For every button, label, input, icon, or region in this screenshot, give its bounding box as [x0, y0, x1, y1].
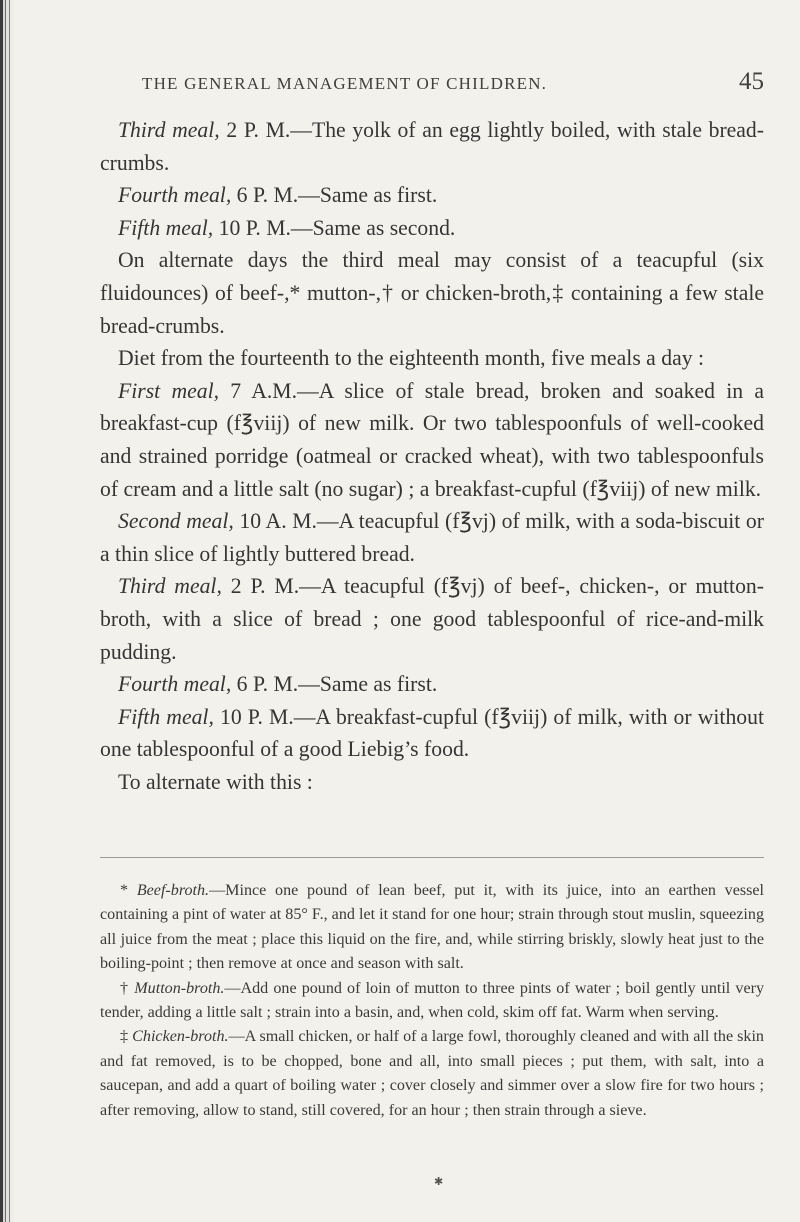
meal-label: First meal, — [118, 378, 220, 403]
running-title: THE GENERAL MANAGEMENT OF CHILDREN. — [142, 74, 548, 93]
paragraph-diet-heading: Diet from the fourteenth to the eighteenth month, five meals a day : — [118, 346, 704, 371]
footnotes — [100, 879, 764, 1123]
footnote-label: Beef-broth. — [136, 882, 210, 899]
paragraph-fourth-meal-2: Fourth meal, 6 P. M.—Same as first. — [118, 672, 438, 697]
footnote-mutton-broth: † Mutton-broth.—Add one pound of loin of mutton to three pints of water ; boil gently until very tender, adding a little salt ; strain into a basin, and, when cold, skim off fat. Warm when serving. — [100, 979, 764, 1022]
ink-speck: ✱ — [434, 1176, 444, 1188]
body-text — [100, 114, 764, 798]
paragraph-fifth-meal: Fifth meal, 10 P. M.—Same as second. — [118, 215, 456, 240]
meal-label: Fourth meal, — [118, 183, 232, 208]
paragraph-third-meal: Third meal, 2 P. M.—The yolk of an egg lightly boiled, with stale bread-crumbs. — [100, 118, 764, 175]
paragraph-second-meal: Second meal, 10 A. M.—A teacupful (f℥vj) of milk, with a soda-biscuit or a thin slice of lightly buttered bread. — [100, 509, 764, 566]
page-binding-edge — [0, 0, 14, 1222]
meal-label: Third meal, — [118, 118, 220, 142]
footnote-beef-broth: * Beef-broth.—Mince one pound of lean beef, put it, with its juice, into an earthen vessel containing a pint of water at 85° F., and let it stand for one hour; strain through stout muslin, squeezing all juice from the meat ; place this liquid on the fire, and, while stirring briskly, slowly heat just to the boiling-point ; then remove at once and season with salt. — [100, 882, 764, 973]
paragraph-fifth-meal-2: Fifth meal, 10 P. M.—A breakfast-cupful (f℥viij) of milk, with or without one tablespoonful of a good Liebig’s food. — [100, 704, 765, 762]
paragraph-third-meal-2: Third meal, 2 P. M.—A teacupful (f℥vj) of beef-, chicken-, or mutton-broth, with a slice of bread ; one good tablespoonful of rice-and-milk pudding. — [100, 574, 764, 664]
footnote-chicken-broth: ‡ Chicken-broth.—A small chicken, or half of a large fowl, thoroughly cleaned and with all the skin and fat removed, is to be chopped, bone and all, into small pieces ; put them, with salt, into a saucepan, and add a quart of boiling water ; cover closely and simmer over a slow fire for two hours ; after removing, allow to stand, still covered, for an hour ; then strain through a sieve. — [100, 1028, 764, 1119]
page-header — [100, 68, 764, 102]
meal-label: Third meal, — [118, 574, 222, 599]
paragraph-first-meal: First meal, 7 A.M.—A slice of stale bread, broken and soaked in a breakfast-cup (f℥viij) of new milk. Or two tablespoonfuls of well-cooked and strained porridge (oatmeal or cracked wheat), with two tablespoonfuls of cream and a little salt (no sugar) ; a breakfast-cupful (f℥viij) of new milk. — [100, 378, 764, 501]
meal-label: Second meal, — [118, 509, 234, 534]
paragraph-alternate-with: To alternate with this : — [118, 769, 313, 794]
paragraph-fourth-meal: Fourth meal, 6 P. M.—Same as first. — [118, 183, 438, 208]
footnote-label: Chicken-broth. — [132, 1028, 229, 1046]
footnote-label: Mutton-broth. — [134, 979, 225, 997]
meal-label: Fifth meal, — [118, 215, 214, 240]
paragraph-alternate-days: On alternate days the third meal may consist of a teacupful (six fluidounces) of beef-,* mutton-,† or chicken-broth,‡ containing a few stale bread-crumbs. — [100, 248, 764, 338]
page-number: 45 — [739, 68, 764, 95]
meal-label: Fifth meal, — [118, 704, 214, 729]
footnote-rule — [100, 857, 764, 858]
meal-label: Fourth meal, — [118, 672, 232, 697]
